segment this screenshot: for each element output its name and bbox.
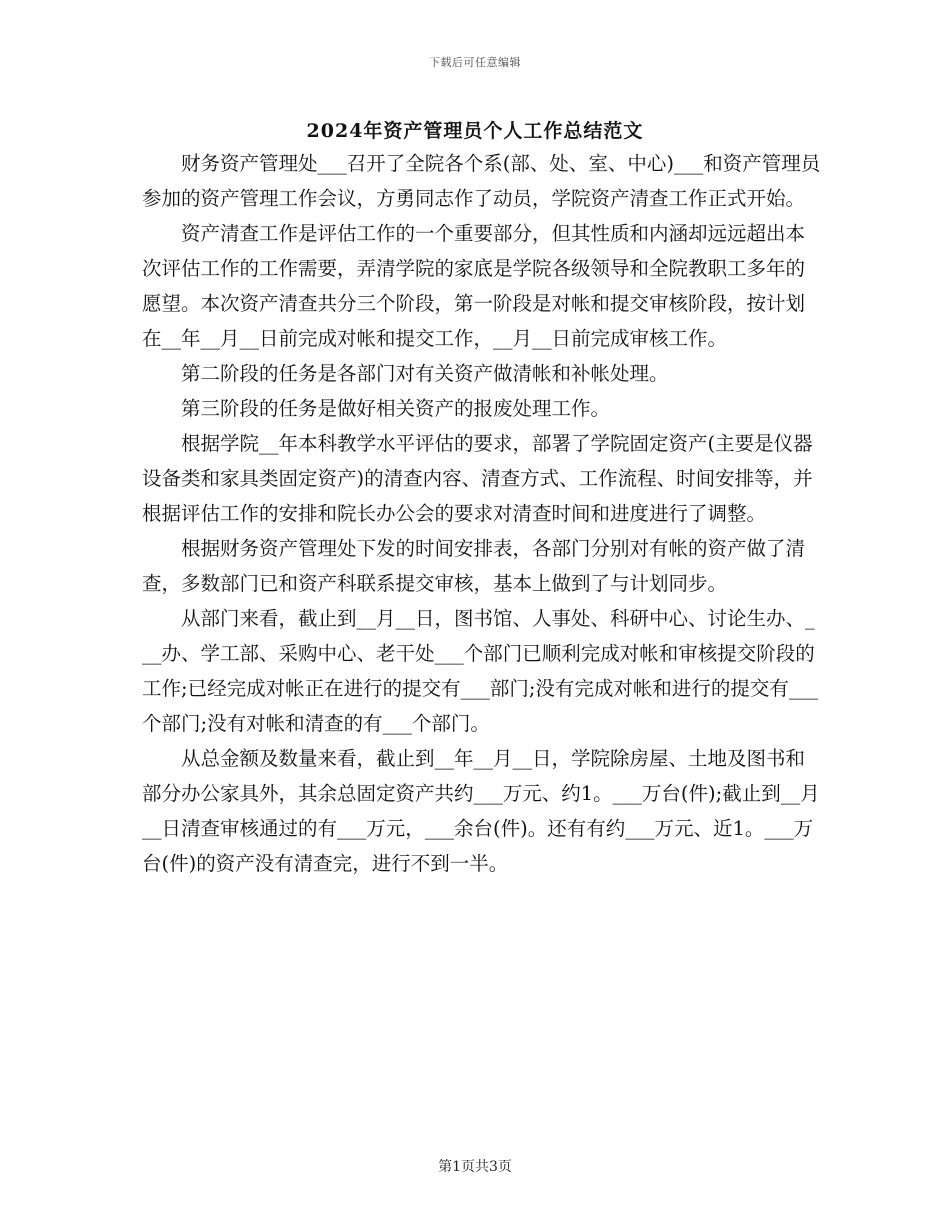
document-body <box>142 146 824 881</box>
paragraph-3: 第二阶段的任务是各部门对有关资产做清帐和补帐处理。 <box>181 362 669 385</box>
paragraph-2: 资产清查工作是评估工作的一个重要部分，但其性质和内涵却远远超出本次评估工作的工作需要，弄清学院的家底是学院各级领导和全院教职工多年的愿望。本次资产清查共分三个阶段，第一阶段是对帐和提交审核阶段，按计划在__年__月__日前完成对帐和提交工作，__月__日前完成审核工作。 <box>142 222 806 350</box>
paragraph-8: 从总金额及数量来看，截止到__年__月__日，学院除房屋、土地及图书和部分办公家具外，其余总固定资产共约___万元、约1。___万台(件);截止到__月__日清查审核通过的有___万元，___余台(件)。还有有约___万元、近1。___万台(件)的资产没有清查完，进行不到一半。 <box>142 747 820 875</box>
header-note: 下载后可任意编辑 <box>429 56 521 69</box>
paragraph-5: 根据学院__年本科教学水平评估的要求，部署了学院固定资产(主要是仪器设备类和家具类固定资产)的清查内容、清查方式、工作流程、时间安排等，并根据评估工作的安排和院长办公会的要求对清查时间和进度进行了调整。 <box>142 432 813 525</box>
paragraph-6: 根据财务资产管理处下发的时间安排表，各部门分别对有帐的资产做了清查，多数部门已和资产科联系提交审核，基本上做到了与计划同步。 <box>142 537 806 595</box>
page-number: 第1页共3页 <box>438 1159 512 1175</box>
paragraph-7: 从部门来看，截止到__月__日，图书馆、人事处、科研中心、讨论生办、___办、学工部、采购中心、老干处___个部门已顺利完成对帐和审核提交阶段的工作;已经完成对帐正在进行的提交有___部门;没有完成对帐和进行的提交有___个部门;没有对帐和清查的有___个部门。 <box>142 607 819 735</box>
paragraph-1: 财务资产管理处___召开了全院各个系(部、处、室、中心)___和资产管理员参加的资产管理工作会议，方勇同志作了动员，学院资产清查工作正式开始。 <box>142 152 821 210</box>
paragraph-4: 第三阶段的任务是做好相关资产的报废处理工作。 <box>181 397 611 420</box>
document-title: 2024年资产管理员个人工作总结范文 <box>306 120 644 142</box>
